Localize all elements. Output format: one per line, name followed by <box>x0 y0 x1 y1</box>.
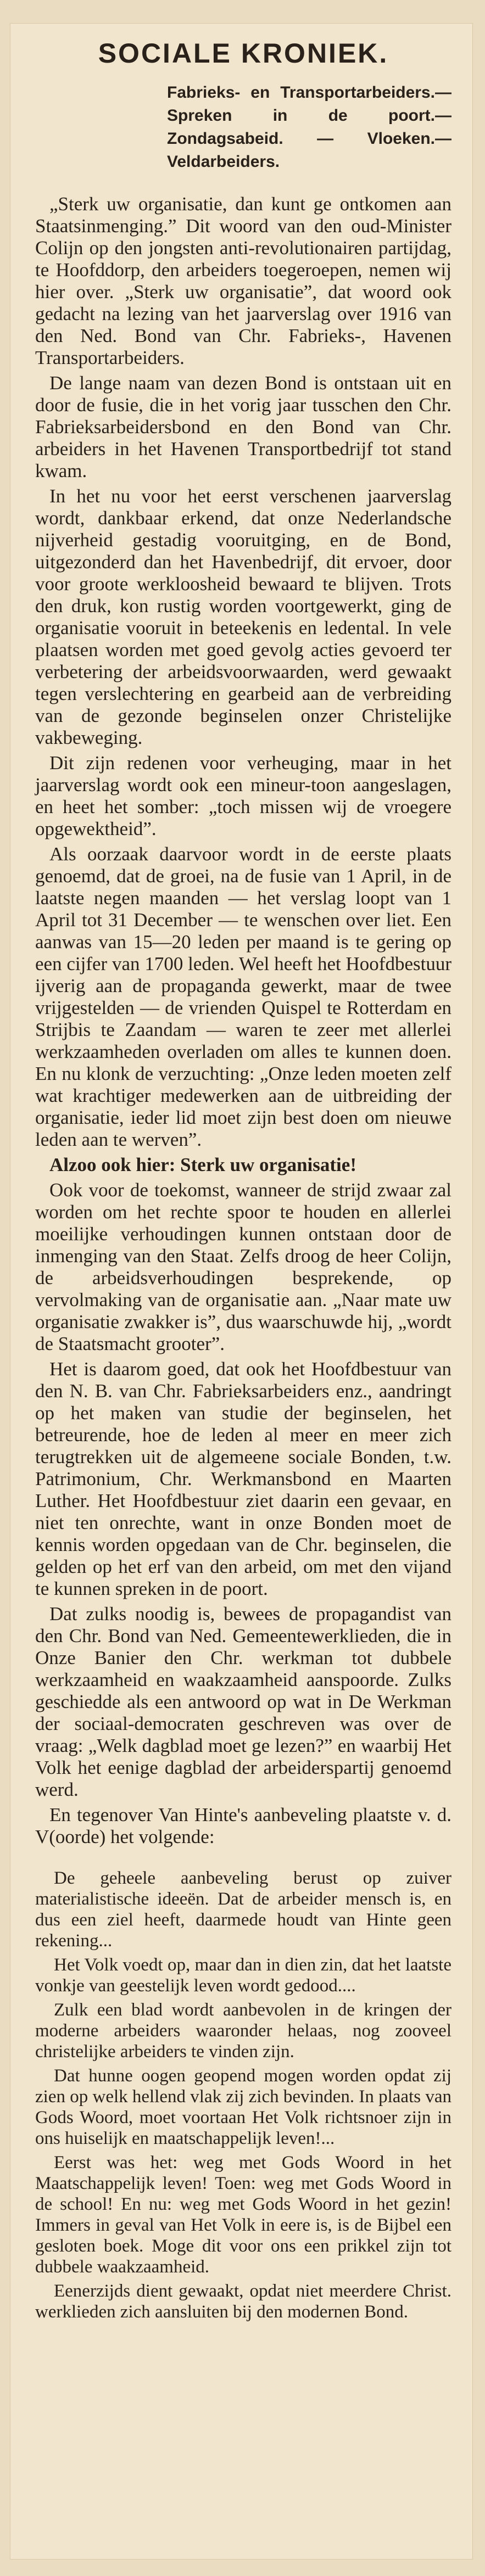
quote-2: Het Volk voedt op, maar dan in dien zin, dat het laatste vonkje van geestelijk leven wordt gedood.... <box>35 1955 451 1996</box>
paragraph-4: Dit zijn redenen voor verheuging, maar in het jaarverslag wordt ook een mineur-toon aangeslagen, en heet het somber: „toch missen wij de vroegere opgewektheid”. <box>35 752 451 839</box>
quoted-passage <box>35 1868 451 2322</box>
paragraph-3: In het nu voor het eerst verschenen jaarverslag wordt, dankbaar erkend, dat onze Nederlandsche nijverheid gestadig vooruitging, en de Bond, uitgezonderd dan het Havenbedrijf, dit ervoer, door voor groote werkloosheid bewaard te blijven. Trots den druk, kon rustig worden voortgewerkt, ging de organisatie vooruit in beteekenis en ledental. In vele plaatsen worden met goed gevolg acties gevoerd ter verbetering der arbeidsvoorwaarden, werd gewaakt tegen verslechtering en gearbeid aan de verbreiding van de gezonde beginselen onzer Christelijke vakbeweging. <box>35 485 451 748</box>
quote-5: Eerst was het: weg met Gods Woord in het Maatschappelijk leven! Toen: weg met Gods Woord in de school! En nu: weg met Gods Woord in het gezin! Immers in geval van Het Volk in eere is, is de Bijbel een gesloten boek. Moge dit voor ons een prikkel zijn tot dubbele waakzaamheid. <box>35 2153 451 2277</box>
quote-4: Dat hunne oogen geopend mogen worden opdat zij zien op welk hellend vlak zij zich bevinden. In plaats van Gods Woord, moet voortaan Het Volk richtsnoer zijn in ons huiselijk en maatschappelijk leven!... <box>35 2066 451 2148</box>
paragraph-10: En tegenover Van Hinte's aanbeveling plaatste v. d. V(oorde) het volgende: <box>35 1804 451 1847</box>
article <box>35 37 451 2326</box>
paragraph-5: Als oorzaak daarvoor wordt in de eerste plaats genoemd, dat de groei, na de fusie van 1 April, in de laatste negen maanden — het verslag loopt van 1 April tot 31 December — te wenschen over liet. Een aanwas van 15—20 leden per maand is te gering op een cijfer van 1700 leden. Wel heeft het Hoofdbestuur ijverig aan de propaganda gewerkt, maar de twee vrijgestelden — de vrienden Quispel te Rotterdam en Strijbis te Zaandam — waren te zeer met allerlei werkzaamheden overladen om alles te kunnen doen. En nu klonk de verzuchting: „Onze leden moeten zelf wat krachtiger medewerken aan de uitbreiding der organisatie, ieder lid moet zijn best doen om nieuwe leden aan te werven”. <box>35 843 451 1150</box>
newspaper-clipping <box>10 23 473 2560</box>
paragraph-8: Het is daarom goed, dat ook het Hoofdbestuur van den N. B. van Chr. Fabrieksarbeiders enz., aandringt op het maken van studie der beginselen, het betreurende, hoe de leden al meer en meer zich terugtrekken uit de algemeene sociale Bonden, t.w. Patrimonium, Chr. Werkmansbond en Maarten Luther. Het Hoofdbestuur ziet daarin een gevaar, en niet ten onrechte, want in onze Bonden moet de kennis worden opgedaan van de Chr. beginselen, die gelden op het erf van den arbeid, om met den vijand te kunnen spreken in de poort. <box>35 1358 451 1599</box>
paragraph-9: Dat zulks noodig is, bewees de propagandist van den Chr. Bond van Ned. Gemeentewerklieden, die in Onze Banier den Chr. werkman tot dubbele werkzaamheid en waakzaamheid aanspoorde. Zulks geschiedde als een antwoord op wat in De Werkman der sociaal-democraten geschreven was over de vraag: „Welk dagblad moet ge lezen?” en waarbij Het Volk het eenige dagblad der arbeiderspartij genoemd werd. <box>35 1603 451 1800</box>
paragraph-1: „Sterk uw organisatie, dan kunt ge ontkomen aan Staatsinmenging.” Dit woord van den oud-Minister Colijn op den jongsten anti-revolutionairen partijdag, te Hoofddorp, den arbeiders toegeroepen, nemen wij hier over. „Sterk uw organisatie”, dat woord ook gedacht na lezing van het jaarverslag over 1916 van den Ned. Bond van Chr. Fabrieks-, Havenen Transportarbeiders. <box>35 193 451 368</box>
paragraph-2: De lange naam van dezen Bond is ontstaan uit en door de fusie, die in het vorig jaar tusschen den Chr. Fabrieksarbeidersbond en den Bond van Chr. arbeiders in het Havenen Transportbedrijf tot stand kwam. <box>35 372 451 481</box>
quote-3: Zulk een blad wordt aanbevolen in de kringen der moderne arbeiders waaronder helaas, nog zooveel christelijke arbeiders te vinden zijn. <box>35 2000 451 2062</box>
article-headline: SOCIALE KRONIEK. <box>98 38 389 69</box>
paragraph-7: Ook voor de toekomst, wanneer de strijd zwaar zal worden om het rechte spoor te houden en allerlei moeilijke verhoudingen kunnen ontstaan door de inmenging van den Staat. Zelfs droog de heer Colijn, de arbeidsverhoudingen besprekende, op vervolmaking van de organisatie aan. „Naar mate uw organisatie zwakker is”, dus waarschuwde hij, „wordt de Staatsmacht grooter”. <box>35 1179 451 1354</box>
article-subhead: Fabrieks- en Transportarbeiders.— Spreken in de poort.— Zondagsabeid. — Vloeken.— Veldarbeiders. <box>167 83 451 171</box>
quote-6: Eenerzijds dient gewaakt, opdat niet meerdere Christ. werklieden zich aansluiten bij den modernen Bond. <box>35 2281 451 2322</box>
quote-1: De geheele aanbeveling berust op zuiver materialistische ideeën. Dat de arbeider mensch is, en dus een ziel heeft, daarmede houdt van Hinte geen rekening... <box>35 1868 451 1951</box>
paragraph-6: Alzoo ook hier: Sterk uw organisatie! <box>49 1154 356 1175</box>
